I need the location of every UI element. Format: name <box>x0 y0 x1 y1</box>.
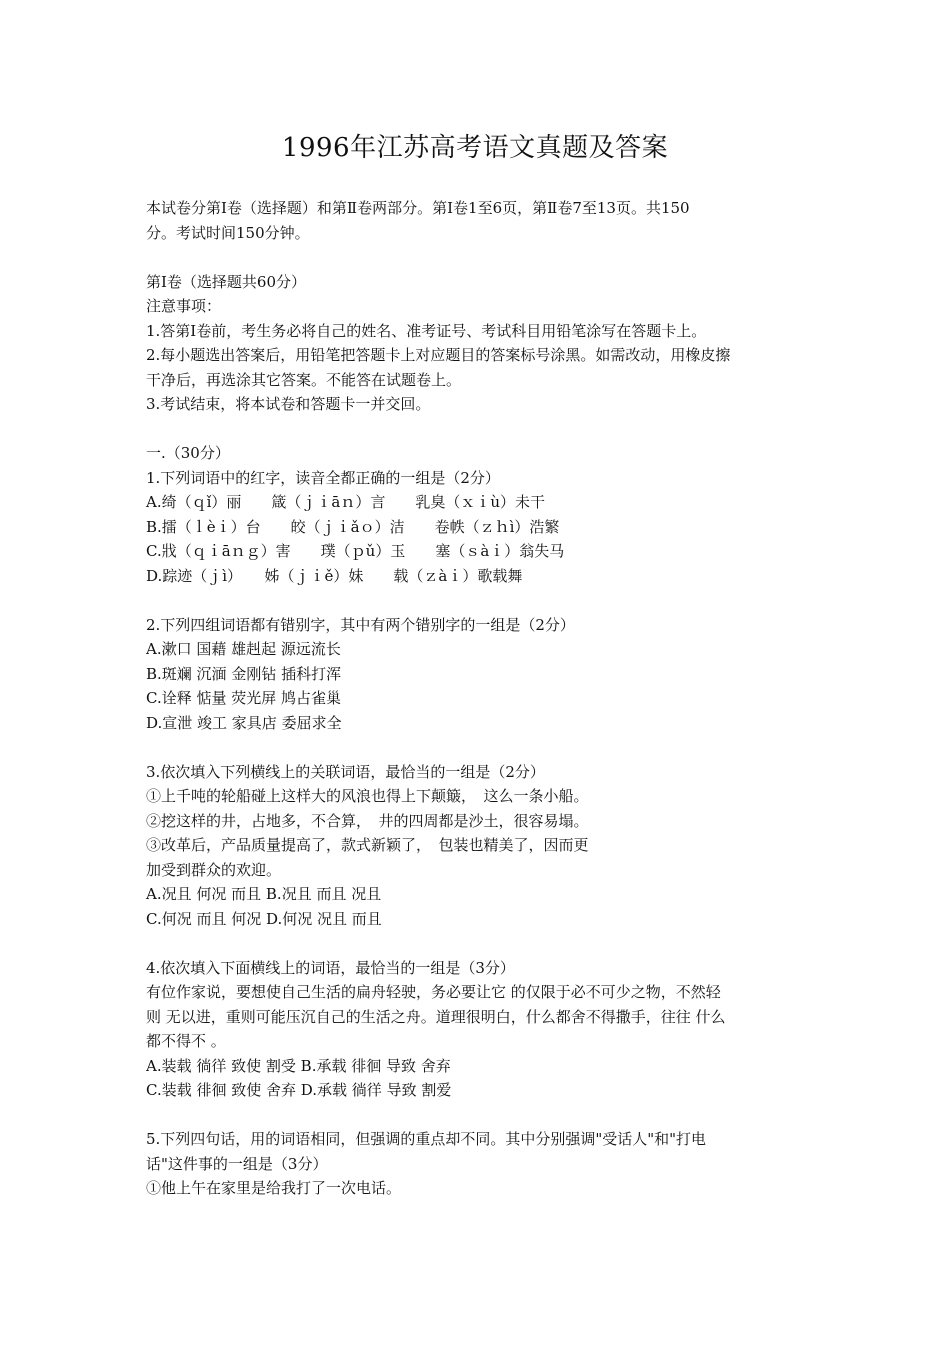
question-stem: 5.下列四句话，用的词语相同，但强调的重点却不同。其中分别强调"受话人"和"打电 <box>146 1130 707 1148</box>
note-item: 干净后，再选涂其它答案。不能答在试题卷上。 <box>146 370 462 389</box>
note-item: 3.考试结束，将本试卷和答题卡一并交回。 <box>146 395 431 413</box>
question-option: C.戕（ｑｉāｎｇ）害 璞（ｐǔ）玉 塞（ｓàｉ）翁失马 <box>146 542 565 560</box>
question-stem: 2.下列四组词语都有错别字，其中有两个错别字的一组是（2分） <box>146 615 575 634</box>
section-heading: 第Ⅰ卷（选择题共60分） <box>146 272 307 291</box>
document-body <box>146 196 816 1201</box>
spacer <box>146 588 816 613</box>
question-option: B.斑斓 沉湎 金刚钻 插科打浑 <box>146 664 342 683</box>
question-option: A.漱口 国藉 雄赳起 源远流长 <box>146 640 341 658</box>
question-item: ①他上午在家里是给我打了一次电话。 <box>146 1179 402 1197</box>
question-stem: 1.下列词语中的红字，读音全都正确的一组是（2分） <box>146 468 500 487</box>
question-stem: 话"这件事的一组是（3分） <box>146 1154 328 1173</box>
question-option: D.宣泄 竣工 家具店 委屈求全 <box>146 713 342 732</box>
question-option: A.装载 徜徉 致使 割受 B.承载 徘徊 导致 舍弃 <box>146 1056 451 1075</box>
question-item: ②挖这样的井，占地多，不合算， 井的四周都是沙土，很容易塌。 <box>146 811 589 830</box>
part-heading: 一.（30分） <box>146 444 230 462</box>
question-option: B.擂（ｌèｉ）台 皎（ｊｉǎｏ）洁 卷帙（ｚｈì）浩繁 <box>146 517 560 536</box>
intro-line: 本试卷分第Ⅰ卷（选择题）和第Ⅱ卷两部分。第Ⅰ卷1至6页，第Ⅱ卷7至13页。共150 <box>146 199 690 217</box>
notes-title: 注意事项： <box>146 297 222 315</box>
question-option: A.况且 何况 而且 B.况且 而且 况且 <box>146 885 382 903</box>
note-item: 2.每小题选出答案后，用铅笔把答题卡上对应题目的答案标号涂黑。如需改动，用橡皮擦 <box>146 346 731 364</box>
question-item: ③改革后，产品质量提高了，款式新颖了， 包装也精美了，因而更 <box>146 836 589 854</box>
question-item: ①上千吨的轮船碰上这样大的风浪也得上下颠簸， 这么一条小船。 <box>146 787 589 805</box>
question-option: C.诠释 惦量 荧光屏 鸠占雀巢 <box>146 689 342 707</box>
question-option: A.绮（ｑǐ）丽 箴（ｊｉāｎ）言 乳臭（ｘｉù）未干 <box>146 493 546 511</box>
question-item: 加受到群众的欢迎。 <box>146 860 282 879</box>
spacer <box>146 245 816 270</box>
question-option: D.踪迹（ｊì） 姊（ｊｉě）妹 载（ｚàｉ）歌载舞 <box>146 566 523 585</box>
spacer <box>146 735 816 760</box>
question-option: C.装载 徘徊 致使 舍弃 D.承载 徜徉 导致 割爱 <box>146 1081 452 1099</box>
question-stem: 3.依次填入下列横线上的关联词语，最恰当的一组是（2分） <box>146 762 545 781</box>
page-title: 1996年江苏高考语文真题及答案 <box>281 133 669 163</box>
intro-line: 分。考试时间150分钟。 <box>146 223 310 242</box>
spacer <box>146 931 816 956</box>
question-passage: 则 无以进，重则可能压沉自己的生活之舟。道理很明白，什么都舍不得撒手，往往 什么 <box>146 1007 726 1026</box>
question-passage: 都不得不 。 <box>146 1032 226 1050</box>
spacer <box>146 1103 816 1128</box>
question-passage: 有位作家说，要想使自己生活的扁舟轻驶，务必要让它 的仅限于必不可少之物，不然轻 <box>146 983 721 1001</box>
spacer <box>146 417 816 442</box>
note-item: 1.答第Ⅰ卷前，考生务必将自己的姓名、准考证号、考试科目用铅笔涂写在答题卡上。 <box>146 321 707 340</box>
question-option: C.何况 而且 何况 D.何况 况且 而且 <box>146 909 382 928</box>
question-stem: 4.依次填入下面横线上的词语，最恰当的一组是（3分） <box>146 958 515 977</box>
